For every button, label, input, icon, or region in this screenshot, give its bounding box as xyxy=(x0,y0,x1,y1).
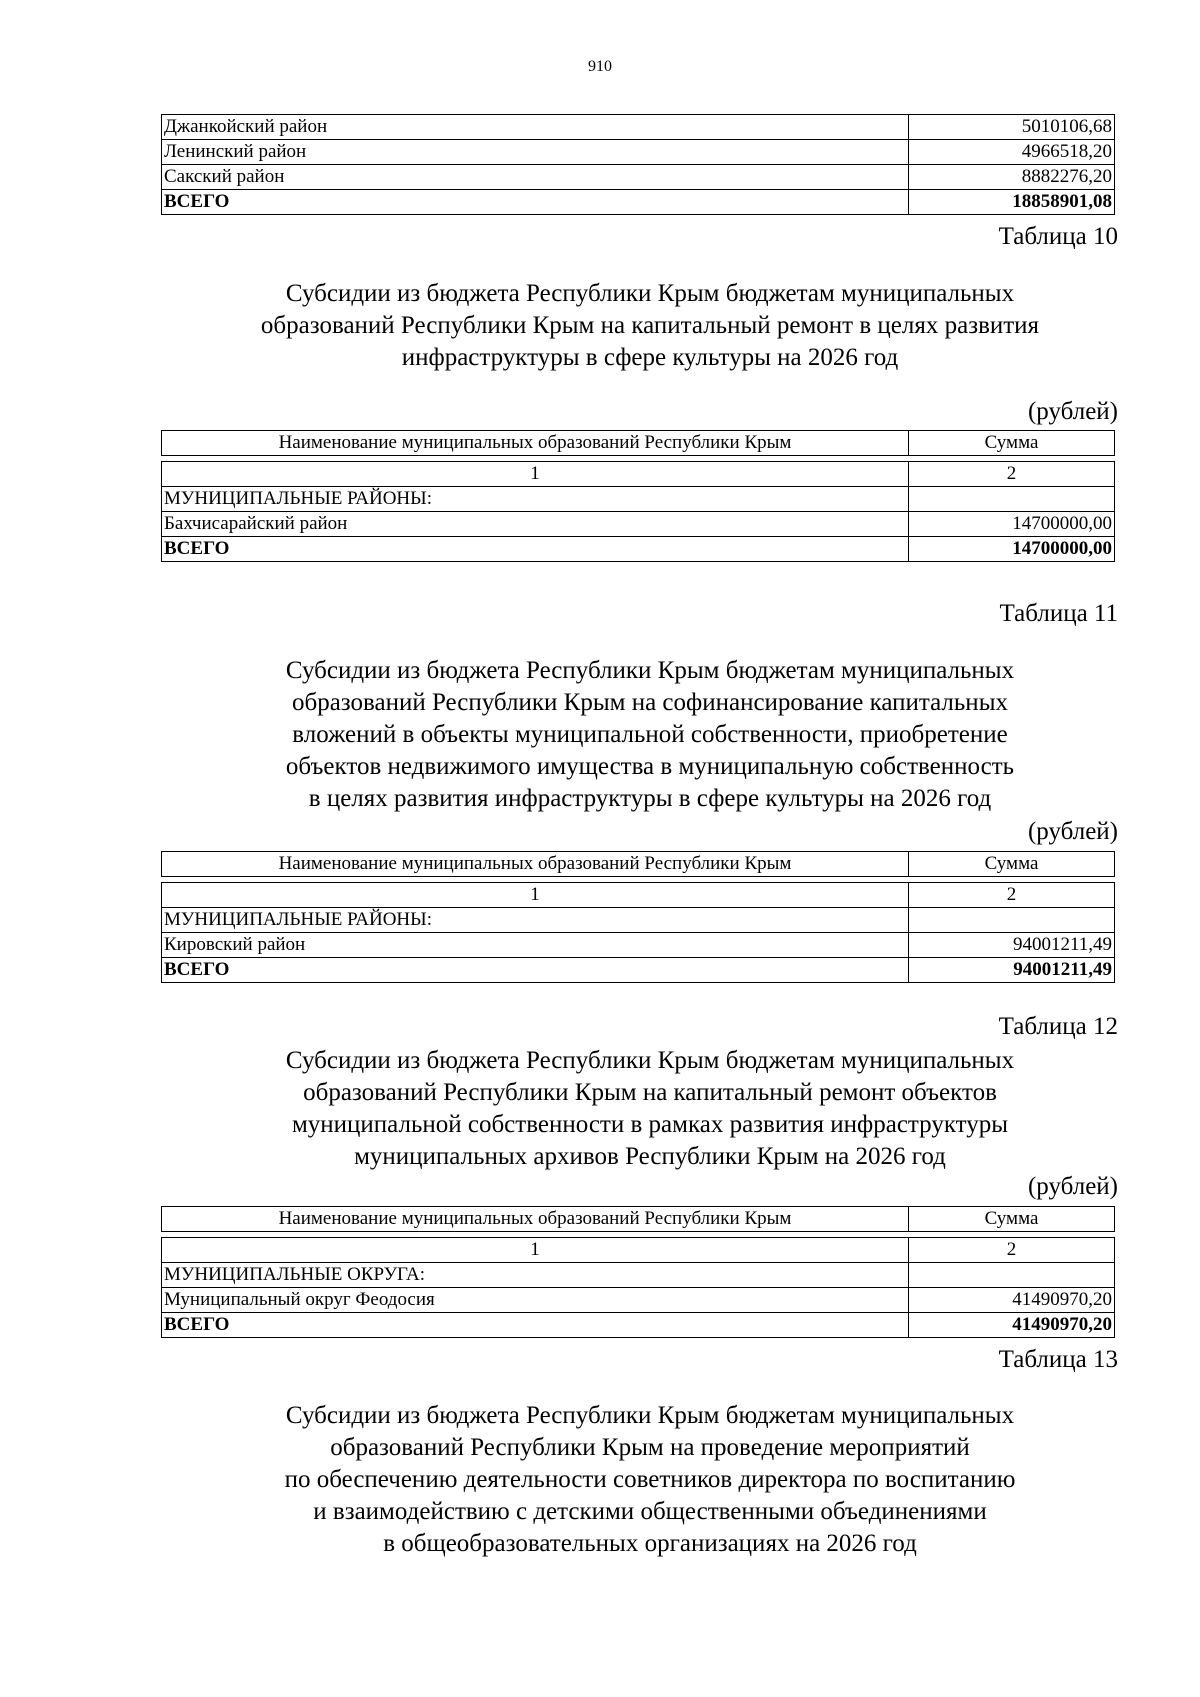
table-row xyxy=(162,933,1115,958)
column-numbers-row xyxy=(162,462,1115,487)
title-line: Субсидии из бюджета Республики Крым бюджетам муниципальных xyxy=(285,1047,1015,1074)
title-line: Субсидии из бюджета Республики Крым бюджетам муниципальных xyxy=(285,657,1015,684)
title-line: Субсидии из бюджета Республики Крым бюджетам муниципальных xyxy=(285,1402,1015,1429)
title-line: муниципальных архивов Республики Крым на 2026 год xyxy=(354,1143,946,1170)
header-name: Наименование муниципальных образований Республики Крым xyxy=(162,1207,909,1232)
row-value: 14700000,00 xyxy=(909,512,1115,537)
total-label: ВСЕГО xyxy=(162,958,909,983)
col-number: 2 xyxy=(909,462,1115,487)
header-sum: Сумма xyxy=(909,852,1115,877)
title-line: и взаимодействию с детскими общественными объединениями xyxy=(313,1498,987,1525)
table11 xyxy=(161,851,1115,983)
table12 xyxy=(161,1206,1115,1338)
table10-title xyxy=(130,278,1170,374)
total-value: 18858901,08 xyxy=(909,190,1115,215)
total-value: 94001211,49 xyxy=(909,958,1115,983)
row-name: Ленинский район xyxy=(162,140,909,165)
column-numbers-row xyxy=(162,883,1115,908)
title-line: муниципальной собственности в рамках развития инфраструктуры xyxy=(291,1111,1009,1138)
total-label: ВСЕГО xyxy=(162,537,909,562)
total-row xyxy=(162,1313,1115,1338)
row-value: 5010106,68 xyxy=(909,115,1115,140)
table10-unit: (рублей) xyxy=(1027,398,1118,425)
table10-label: Таблица 10 xyxy=(998,223,1118,250)
header-name: Наименование муниципальных образований Республики Крым xyxy=(162,431,909,456)
title-line: Субсидии из бюджета Республики Крым бюджетам муниципальных xyxy=(285,280,1015,307)
table12-title xyxy=(130,1045,1170,1173)
header-sum: Сумма xyxy=(909,431,1115,456)
section-row xyxy=(162,487,1115,512)
title-line: вложений в объекты муниципальной собственности, приобретение xyxy=(292,721,1008,748)
header-row xyxy=(162,431,1115,456)
total-label: ВСЕГО xyxy=(162,1313,909,1338)
table10 xyxy=(161,430,1115,562)
title-line: образований Республики Крым на проведение мероприятий xyxy=(330,1434,970,1461)
title-line: в общеобразовательных организациях на 2026 год xyxy=(383,1530,917,1557)
row-value: 4966518,20 xyxy=(909,140,1115,165)
col-number: 1 xyxy=(162,1238,909,1263)
row-name: Сакский район xyxy=(162,165,909,190)
header-sum: Сумма xyxy=(909,1207,1115,1232)
page-number: 910 xyxy=(588,58,612,75)
top-table xyxy=(161,114,1115,215)
section-row xyxy=(162,908,1115,933)
column-numbers-row xyxy=(162,1238,1115,1263)
table13-label: Таблица 13 xyxy=(998,1346,1118,1373)
title-line: в целях развития инфраструктуры в сфере культуры на 2026 год xyxy=(308,785,992,812)
title-line: образований Республики Крым на капитальный ремонт в целях развития xyxy=(260,312,1040,339)
table12-unit: (рублей) xyxy=(1027,1173,1118,1200)
section-label: МУНИЦИПАЛЬНЫЕ РАЙОНЫ: xyxy=(162,908,909,933)
header-name: Наименование муниципальных образований Республики Крым xyxy=(162,852,909,877)
total-row xyxy=(162,190,1115,215)
title-line: образований Республики Крым на капитальный ремонт объектов xyxy=(303,1079,997,1106)
section-label: МУНИЦИПАЛЬНЫЕ ОКРУГА: xyxy=(162,1263,909,1288)
total-row xyxy=(162,537,1115,562)
table-row xyxy=(162,1288,1115,1313)
row-name: Кировский район xyxy=(162,933,909,958)
header-row xyxy=(162,852,1115,877)
total-value: 14700000,00 xyxy=(909,537,1115,562)
section-row xyxy=(162,1263,1115,1288)
table13-title xyxy=(130,1400,1170,1560)
table12-label: Таблица 12 xyxy=(998,1013,1118,1040)
row-value: 8882276,20 xyxy=(909,165,1115,190)
total-label: ВСЕГО xyxy=(162,190,909,215)
title-line: объектов недвижимого имущества в муниципальную собственность xyxy=(285,753,1015,780)
title-line: инфраструктуры в сфере культуры на 2026 год xyxy=(401,344,899,371)
total-row xyxy=(162,958,1115,983)
section-label: МУНИЦИПАЛЬНЫЕ РАЙОНЫ: xyxy=(162,487,909,512)
row-name: Джанкойский район xyxy=(162,115,909,140)
row-name: Муниципальный округ Феодосия xyxy=(162,1288,909,1313)
title-line: по обеспечению деятельности советников директора по воспитанию xyxy=(284,1466,1016,1493)
total-value: 41490970,20 xyxy=(909,1313,1115,1338)
row-value: 41490970,20 xyxy=(909,1288,1115,1313)
title-line: образований Республики Крым на софинансирование капитальных xyxy=(291,689,1008,716)
header-row xyxy=(162,1207,1115,1232)
row-name: Бахчисарайский район xyxy=(162,512,909,537)
col-number: 2 xyxy=(909,883,1115,908)
col-number: 2 xyxy=(909,1238,1115,1263)
table11-title xyxy=(130,655,1170,815)
col-number: 1 xyxy=(162,462,909,487)
table11-label: Таблица 11 xyxy=(999,600,1118,627)
table-row xyxy=(162,512,1115,537)
table-row xyxy=(162,115,1115,140)
table-row xyxy=(162,165,1115,190)
table-row xyxy=(162,140,1115,165)
row-value: 94001211,49 xyxy=(909,933,1115,958)
table11-unit: (рублей) xyxy=(1027,818,1118,845)
col-number: 1 xyxy=(162,883,909,908)
